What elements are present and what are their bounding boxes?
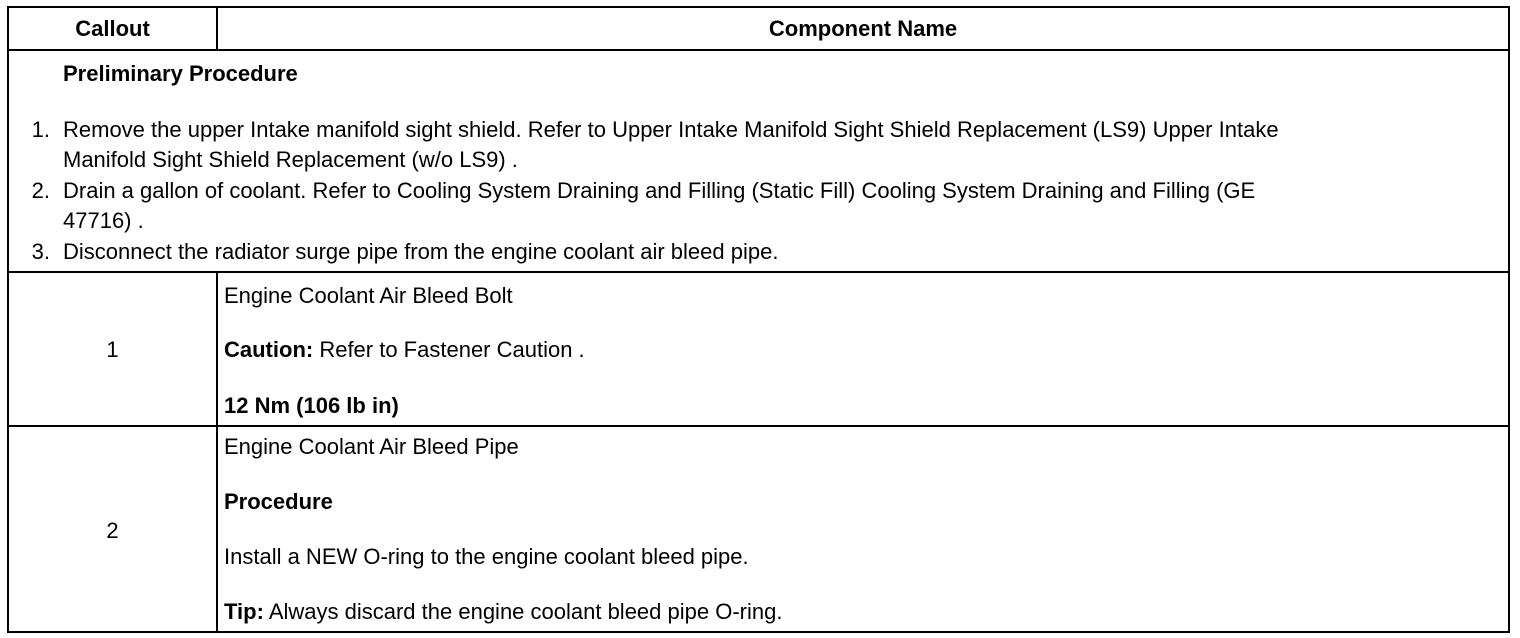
torque-spec: 12 Nm (106 lb in)	[224, 393, 399, 418]
caution-text: Refer to Fastener Caution .	[313, 337, 585, 362]
step-text: Disconnect the radiator surge pipe from the engine coolant air bleed pipe.	[63, 239, 779, 264]
component-name: Engine Coolant Air Bleed Bolt	[224, 283, 513, 308]
column-divider	[216, 425, 218, 631]
callout-number: 1	[106, 337, 119, 362]
tip-label: Tip:	[224, 599, 264, 624]
header-component-name: Component Name	[768, 15, 958, 41]
step-number: 2.	[31, 178, 50, 203]
header-bottom-rule	[9, 49, 1508, 51]
step-text: Manifold Sight Shield Replacement (w/o LS9) .	[63, 147, 518, 172]
component-name: Engine Coolant Air Bleed Pipe	[224, 434, 519, 459]
caution-label: Caution:	[224, 337, 314, 362]
callout-number: 2	[106, 518, 119, 543]
procedure-label: Procedure	[224, 489, 333, 514]
step-text: 47716) .	[63, 208, 144, 233]
step-text: Drain a gallon of coolant. Refer to Cooling System Draining and Filling (Static Fill) Cooling System Draining and Filling (GE	[63, 178, 1256, 203]
column-divider	[216, 271, 218, 425]
tip-line	[224, 597, 782, 627]
row-divider	[9, 271, 1508, 273]
step-number: 3.	[31, 239, 50, 264]
tip-text: Always discard the engine coolant bleed pipe O-ring.	[263, 599, 783, 624]
caution-line	[224, 335, 585, 365]
header-callout: Callout	[75, 15, 150, 41]
step-number: 1.	[31, 117, 50, 142]
step-text: Remove the upper Intake manifold sight shield. Refer to Upper Intake Manifold Sight Shield Replacement (LS9) Upper Intake	[63, 117, 1279, 142]
component-table	[7, 6, 1510, 633]
row-divider	[9, 425, 1508, 427]
procedure-text: Install a NEW O-ring to the engine coolant bleed pipe.	[224, 544, 749, 569]
preliminary-title: Preliminary Procedure	[63, 61, 298, 86]
